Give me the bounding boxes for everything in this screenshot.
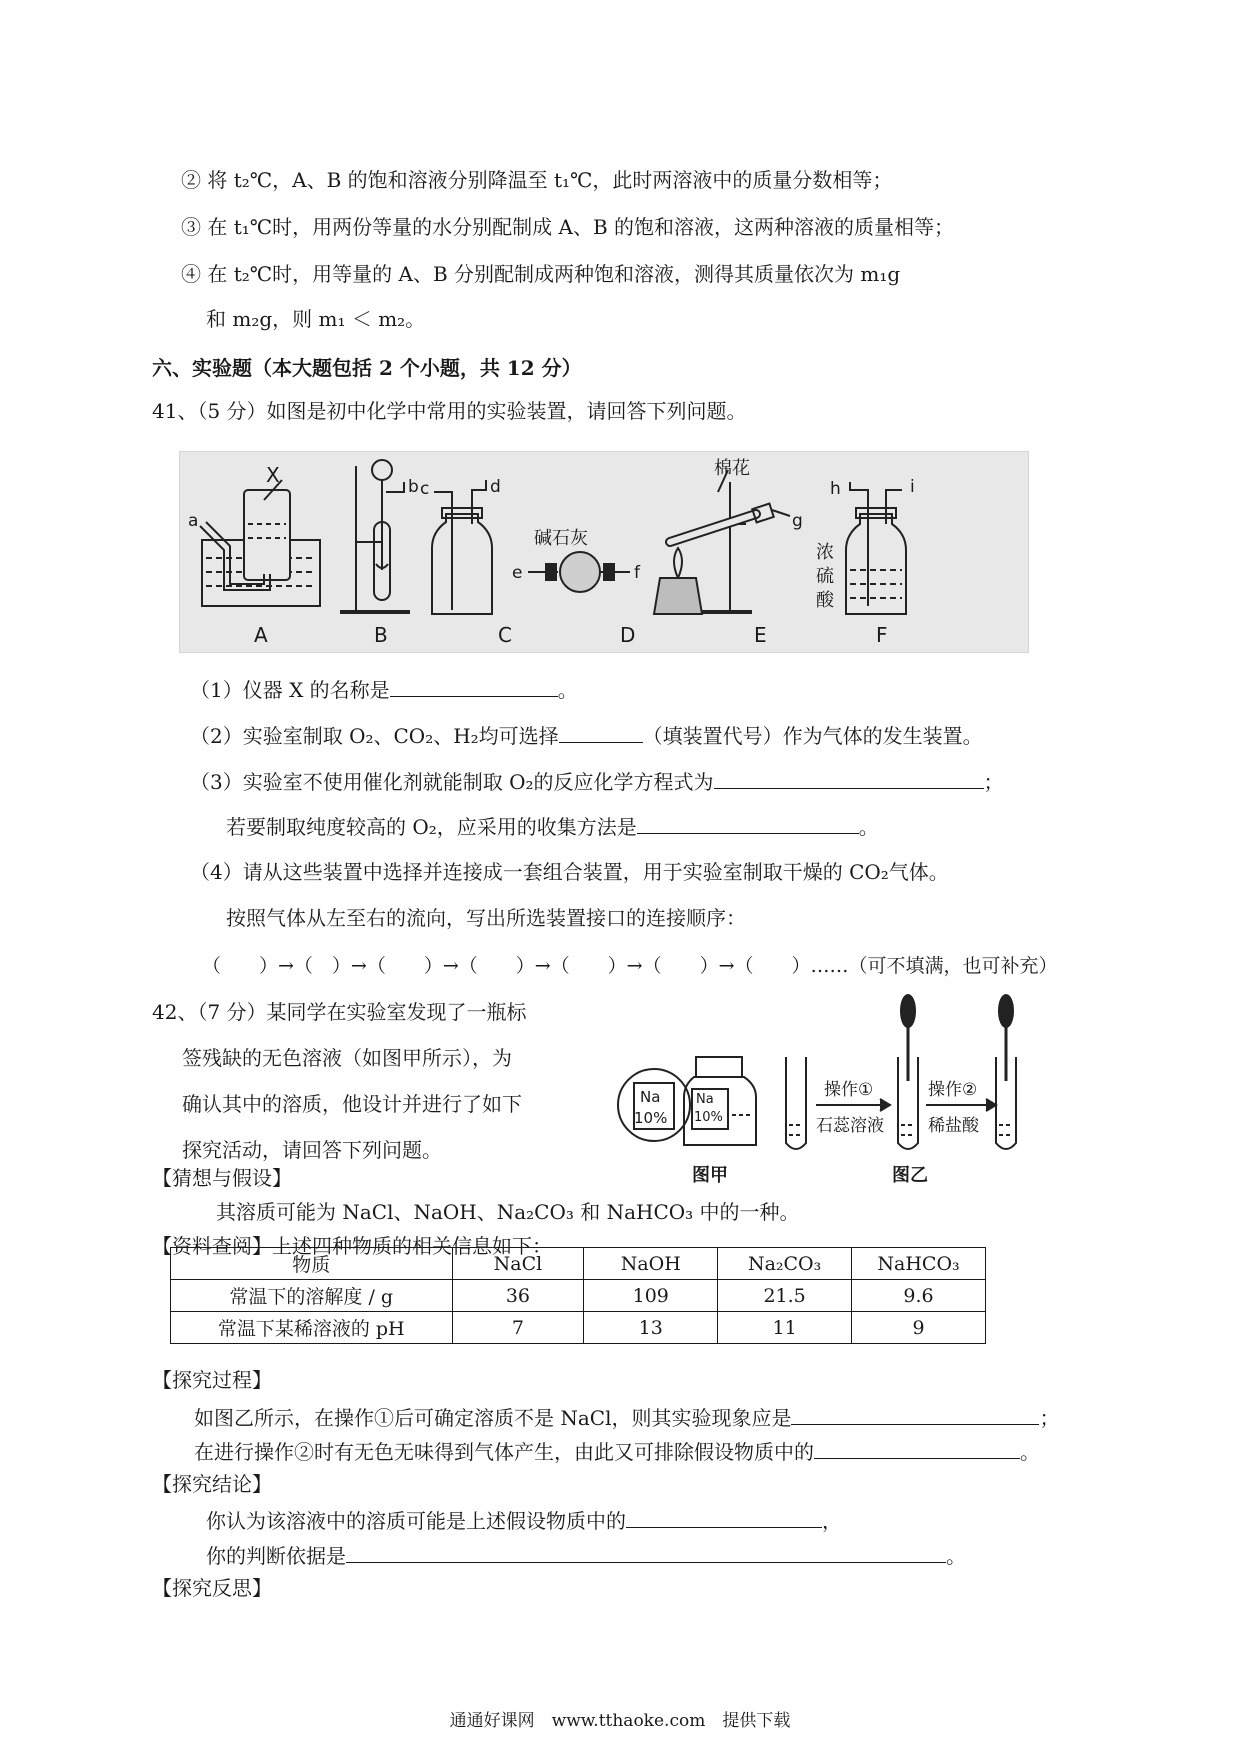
q41-p3b-blank[interactable]: [637, 811, 859, 834]
process-1-end: ；: [1039, 1406, 1060, 1430]
apparatus-e: [654, 470, 790, 614]
port-h: h: [830, 479, 841, 499]
q41-part3b: [226, 811, 879, 841]
process-title: 【探究过程】: [152, 1368, 272, 1392]
table-cell: 13: [584, 1312, 718, 1344]
q41-part2: [190, 720, 983, 750]
table-cell: 11: [718, 1312, 852, 1344]
sign-text-na: Na: [640, 1088, 661, 1106]
item-4-cont: 和 m₂g，则 m₁ ＜ m₂。: [206, 307, 426, 331]
process-line-1: [194, 1402, 1059, 1432]
q42-intro-3: 确认其中的溶质，他设计并进行了如下: [182, 1092, 522, 1116]
q41-p2b-text: （填装置代号）作为气体的发生装置。: [642, 724, 983, 748]
apparatus-f: [846, 482, 906, 614]
soda-lime-label: 碱石灰: [534, 528, 588, 549]
process-line-2: [194, 1436, 1040, 1466]
label-a: A: [254, 623, 268, 647]
conclusion-2-blank[interactable]: [346, 1540, 946, 1563]
table-row: [171, 1312, 986, 1344]
q41-stem: 41、（5 分）如图是初中化学中常用的实验装置，请回答下列问题。: [152, 399, 747, 423]
label-f: F: [876, 623, 888, 647]
guess-text: 其溶质可能为 NaCl、NaOH、Na₂CO₃ 和 NaHCO₃ 中的一种。: [216, 1200, 800, 1224]
bottle-text-na: Na: [696, 1092, 714, 1107]
table-cell: 9: [852, 1312, 986, 1344]
conclusion-1-blank[interactable]: [626, 1505, 822, 1528]
q41-part4b: 按照气体从左至右的流向，写出所选装置接口的连接顺序：: [226, 906, 746, 930]
table-cell: 9.6: [852, 1280, 986, 1312]
port-d: d: [490, 477, 501, 497]
label-x: X: [266, 463, 280, 487]
q41-p1-blank[interactable]: [390, 674, 558, 697]
bottle-text-pct: 10%: [694, 1110, 723, 1125]
reagent1-label: 石蕊溶液: [816, 1116, 884, 1136]
sign-text-pct: 10%: [634, 1109, 668, 1127]
q41-part3a: [190, 766, 1004, 796]
acid-label-3: 酸: [816, 590, 834, 611]
conclusion-title: 【探究结论】: [152, 1472, 272, 1496]
reference-title: 【资料查阅】上述四种物质的相关信息如下：: [152, 1234, 552, 1258]
port-i: i: [910, 477, 915, 497]
conclusion-1-end: ，: [822, 1509, 842, 1533]
reagent2-label: 稀盐酸: [928, 1116, 979, 1136]
table-header-cell: NaOH: [584, 1248, 718, 1280]
q41-p2a-text: （2）实验室制取 O₂、CO₂、H₂均可选择: [190, 724, 559, 748]
table-header-cell: Na₂CO₃: [718, 1248, 852, 1280]
apparatus-b: [340, 460, 410, 612]
port-c: c: [420, 479, 430, 499]
q41-p2-blank[interactable]: [559, 720, 643, 743]
q41-p3a-blank[interactable]: [714, 766, 984, 789]
cotton-label: 棉花: [714, 458, 750, 479]
q41-p1-end: 。: [557, 678, 578, 702]
table-cell: 36: [452, 1280, 584, 1312]
q41-p1-text: （1）仪器 X 的名称是: [190, 678, 390, 702]
table-cell: 7: [452, 1312, 584, 1344]
tube-1: [786, 1057, 806, 1149]
table-cell: 常温下某稀溶液的 pH: [171, 1312, 453, 1344]
item-3: ③ 在 t₁℃时，用两份等量的水分别配制成 A、B 的饱和溶液，这两种溶液的质量相等；: [181, 215, 954, 239]
q41-p3b-end: 。: [858, 815, 879, 839]
process-2-text: 在进行操作②时有无色无味得到气体产生，由此又可排除假设物质中的: [194, 1440, 814, 1464]
page-footer: 通通好课网 www.tthaoke.com 提供下载: [449, 1711, 791, 1731]
table-header-cell: NaHCO₃: [852, 1248, 986, 1280]
apparatus-a: [200, 480, 320, 606]
process-1-blank[interactable]: [791, 1402, 1039, 1425]
acid-label-1: 浓: [816, 542, 834, 563]
caption-figure-a: 图甲: [692, 1165, 728, 1185]
op1-label: 操作①: [824, 1080, 874, 1100]
table-header-cell: 物质: [171, 1248, 453, 1280]
q41-part1: [190, 674, 578, 704]
port-b: b: [408, 477, 419, 497]
q42-figure: [610, 985, 1020, 1185]
table-row: [171, 1280, 986, 1312]
conclusion-line-1: [206, 1505, 842, 1535]
q41-part4a: （4）请从这些装置中选择并连接成一套组合装置，用于实验室制取干燥的 CO₂气体。: [190, 860, 949, 884]
q41-part4-sequence[interactable]: （ ）→（ ）→（ ）→（ ）→（ ）→（ ）→（ ）……（可不填满，也可补充）: [202, 955, 1058, 977]
table-cell: 109: [584, 1280, 718, 1312]
guess-title: 【猜想与假设】: [152, 1166, 292, 1190]
figure-a-bottle: [684, 1057, 756, 1145]
conclusion-2-end: 。: [946, 1544, 966, 1568]
label-e: E: [754, 623, 767, 647]
conclusion-2-text: 你的判断依据是: [206, 1544, 346, 1568]
process-2-blank[interactable]: [814, 1436, 1020, 1459]
table-cell: 常温下的溶解度 / g: [171, 1280, 453, 1312]
port-e: e: [512, 563, 523, 583]
item-2: ② 将 t₂℃，A、B 的饱和溶液分别降温至 t₁℃，此时两溶液中的质量分数相等；: [181, 168, 893, 192]
port-f: f: [634, 563, 640, 583]
q42-intro-4: 探究活动，请回答下列问题。: [182, 1138, 442, 1162]
label-d: D: [620, 623, 636, 647]
conclusion-1-text: 你认为该溶液中的溶质可能是上述假设物质中的: [206, 1509, 626, 1533]
acid-label-2: 硫: [816, 566, 834, 587]
apparatus-c: [432, 480, 492, 614]
table-header-row: [171, 1248, 986, 1280]
arrow-op2: [926, 1099, 996, 1111]
item-4: ④ 在 t₂℃时，用等量的 A、B 分别配制成两种饱和溶液，测得其质量依次为 m₁g: [181, 262, 901, 286]
conclusion-line-2: [206, 1540, 966, 1570]
apparatus-d: [528, 552, 630, 592]
q41-p3a-text: （3）实验室不使用催化剂就能制取 O₂的反应化学方程式为: [190, 770, 714, 794]
label-c: C: [498, 623, 512, 647]
section-title: 六、实验题（本大题包括 2 个小题，共 12 分）: [152, 356, 582, 380]
process-1-text: 如图乙所示，在操作①后可确定溶质不是 NaCl，则其实验现象应是: [194, 1406, 792, 1430]
q41-apparatus-figure: [179, 451, 1029, 653]
property-table: [170, 1247, 986, 1344]
label-b: B: [374, 623, 388, 647]
caption-figure-b: 图乙: [892, 1165, 928, 1185]
reflection-title: 【探究反思】: [152, 1576, 272, 1600]
q42-intro-2: 签残缺的无色溶液（如图甲所示），为: [182, 1046, 512, 1070]
process-2-end: 。: [1020, 1440, 1040, 1464]
q41-p3a-end: ；: [983, 770, 1004, 794]
table-cell: 21.5: [718, 1280, 852, 1312]
tube-2-with-dropper: [898, 995, 918, 1149]
port-a: a: [188, 511, 199, 531]
op2-label: 操作②: [928, 1080, 978, 1100]
q41-p3b-text: 若要制取纯度较高的 O₂，应采用的收集方法是: [226, 815, 637, 839]
arrow-op1: [816, 1099, 890, 1111]
tube-3-with-dropper: [996, 995, 1016, 1149]
q42-intro-1: 42、（7 分）某同学在实验室发现了一瓶标: [152, 1000, 527, 1024]
port-g: g: [792, 511, 803, 531]
table-header-cell: NaCl: [452, 1248, 584, 1280]
